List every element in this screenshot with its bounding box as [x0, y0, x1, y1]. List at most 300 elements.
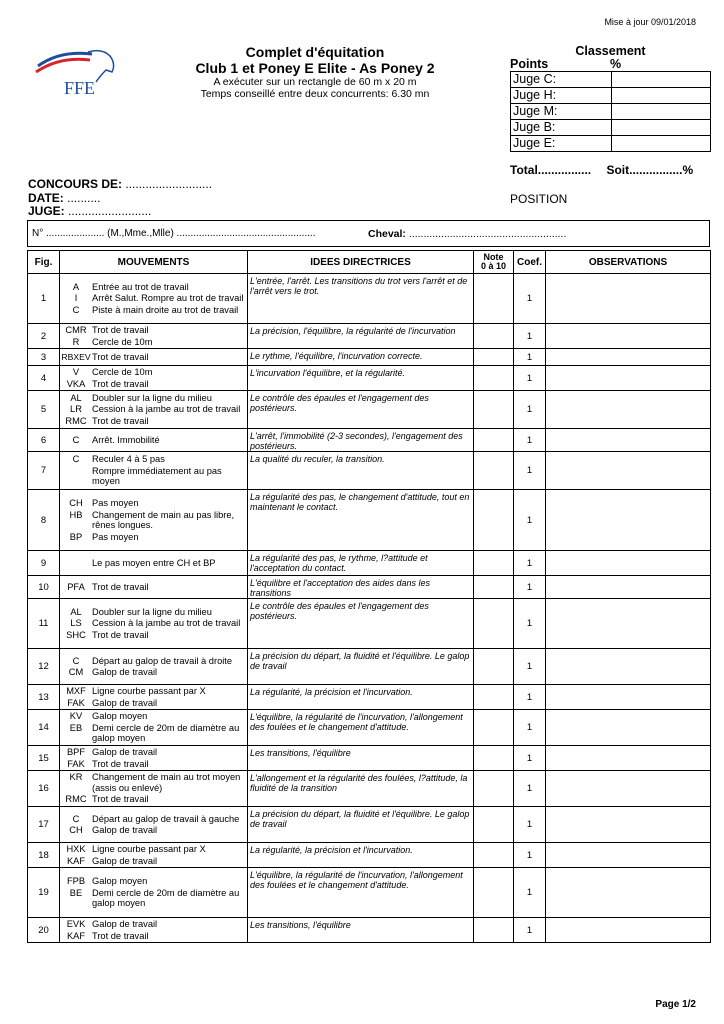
movement-letters: C	[72, 655, 80, 666]
movement-letters	[60, 466, 92, 487]
table-row	[28, 685, 711, 710]
note-field[interactable]	[474, 685, 514, 710]
coef-value: 1	[514, 649, 546, 685]
juge-score-field[interactable]	[612, 120, 711, 136]
note-field[interactable]	[474, 746, 514, 771]
juge-score-field[interactable]	[612, 136, 711, 152]
movements-cell	[60, 685, 248, 710]
movement-text: Trot de travail	[92, 758, 149, 769]
movement-text: Trot de travail	[92, 378, 149, 389]
juge-label: Juge B:	[511, 120, 612, 136]
observations-field[interactable]	[546, 599, 711, 649]
fig-number: 17	[28, 807, 60, 843]
movement-text: Reculer 4 à 5 pas	[92, 454, 165, 465]
movement-text: Demi cercle de 20m de diamètre au galop moyen	[92, 722, 240, 744]
juge-label: JUGE:	[28, 204, 65, 218]
movement-line	[60, 325, 247, 336]
ffe-logo-icon	[30, 46, 126, 104]
idee-directrice: Le contrôle des épaules et l'engagement des postérieurs.	[248, 391, 474, 429]
coef-value: 1	[514, 771, 546, 807]
movement-line	[60, 607, 247, 618]
movement-line	[60, 630, 247, 641]
table-row	[28, 771, 711, 807]
table-row	[28, 807, 711, 843]
movement-letters: C	[72, 304, 80, 315]
note-field[interactable]	[474, 771, 514, 807]
juges-table	[510, 71, 711, 152]
idee-directrice: La régularité des pas, le rythme, l?attitude et l'acceptation du contact.	[248, 551, 474, 576]
note-field[interactable]	[474, 868, 514, 918]
movement-line	[60, 435, 247, 446]
movements-cell	[60, 599, 248, 649]
idee-directrice: Les transitions, l'équilibre	[248, 918, 474, 943]
fig-number: 2	[28, 324, 60, 349]
movement-line	[60, 814, 247, 825]
observations-field[interactable]	[546, 452, 711, 490]
table-row	[28, 576, 711, 599]
note-field[interactable]	[474, 576, 514, 599]
movement-text: Ligne courbe passant par X	[92, 686, 206, 696]
idee-directrice: La qualité du reculer, la transition.	[248, 452, 474, 490]
movement-line	[60, 532, 247, 543]
note-field[interactable]	[474, 918, 514, 943]
note-field[interactable]	[474, 710, 514, 746]
movement-text: Galop de travail	[92, 697, 158, 708]
movement-text: Trot de travail	[92, 581, 149, 592]
movements-cell	[60, 710, 248, 746]
idee-directrice: L'allongement et la régularité des foulées, l?attitude, la fluidité de la transition	[248, 771, 474, 807]
movements-cell	[60, 551, 248, 576]
movement-text: Cession à la jambe au trot de travail	[92, 618, 241, 629]
note-field[interactable]	[474, 490, 514, 551]
idee-directrice: Le rythme, l'équilibre, l'incurvation correcte.	[248, 349, 474, 366]
movement-letters: C	[72, 454, 80, 465]
coef-value: 1	[514, 868, 546, 918]
classement-title: Classement	[575, 44, 646, 58]
movement-text: Piste à main droite au trot de travail	[92, 304, 239, 315]
idee-directrice: La précision du départ, la fluidité et l'équilibre. Le galop de travail	[248, 807, 474, 843]
pct-label: %	[610, 57, 622, 71]
movements-cell	[60, 391, 248, 429]
movement-letters: BPF	[66, 747, 86, 757]
coef-value: 1	[514, 576, 546, 599]
observations-field[interactable]	[546, 274, 711, 324]
movement-letters: KV	[69, 711, 83, 722]
ffe-logo	[30, 46, 126, 104]
fig-number: 15	[28, 746, 60, 771]
note-field[interactable]	[474, 551, 514, 576]
movement-line	[60, 510, 247, 531]
coef-value: 1	[514, 349, 546, 366]
movement-letters: R	[72, 336, 80, 347]
movement-text: Doubler sur la ligne du milieu	[92, 392, 212, 403]
movement-letters: HB	[69, 509, 83, 520]
movement-text: Galop de travail	[92, 747, 158, 757]
table-row	[28, 551, 711, 576]
note-field[interactable]	[474, 843, 514, 868]
juge-label: Juge E:	[511, 136, 612, 152]
coef-value: 1	[514, 324, 546, 349]
movement-text: Arrêt Salut. Rompre au trot de travail	[92, 293, 244, 304]
fig-number: 6	[28, 429, 60, 452]
movements-cell	[60, 576, 248, 599]
coef-value: 1	[514, 551, 546, 576]
movement-line	[60, 416, 247, 427]
table-row	[28, 868, 711, 918]
movement-letters: KAF	[66, 930, 86, 941]
movement-line	[60, 466, 247, 487]
time-advice: Temps conseillé entre deux concurrents: 6.30 mn	[200, 88, 430, 100]
movement-letters: HXK	[66, 844, 86, 854]
observations-field[interactable]	[546, 868, 711, 918]
movement-line	[60, 844, 247, 855]
movement-text: Doubler sur la ligne du milieu	[92, 606, 212, 617]
observations-field[interactable]	[546, 710, 711, 746]
observations-field[interactable]	[546, 746, 711, 771]
header	[160, 44, 470, 100]
table-row	[28, 599, 711, 649]
movement-line	[60, 379, 247, 390]
note-field[interactable]	[474, 429, 514, 452]
movement-text: Cercle de 10m	[92, 336, 153, 347]
coef-value: 1	[514, 710, 546, 746]
movement-line	[60, 582, 247, 593]
movement-line	[60, 293, 247, 304]
fig-number: 20	[28, 918, 60, 943]
table-row	[28, 843, 711, 868]
movement-line	[60, 711, 247, 722]
coef-value: 1	[514, 746, 546, 771]
juge-score-field[interactable]	[612, 104, 711, 120]
total-line	[510, 163, 705, 177]
table-row	[28, 391, 711, 429]
movements-cell	[60, 429, 248, 452]
movement-letters	[60, 558, 92, 569]
movements-cell	[60, 918, 248, 943]
movement-text: Arrêt. Immobilité	[92, 434, 160, 445]
movement-text: Galop de travail	[92, 825, 158, 835]
movement-letters: BE	[69, 887, 83, 898]
movement-line	[60, 747, 247, 758]
observations-field[interactable]	[546, 576, 711, 599]
movement-letters: EVK	[66, 919, 86, 929]
col-observations: OBSERVATIONS	[546, 251, 711, 274]
movement-text: Trot de travail	[92, 629, 149, 640]
table-row	[28, 452, 711, 490]
movement-text: Départ au galop de travail à droite	[92, 655, 233, 666]
concours-value: ..........................	[125, 177, 213, 191]
movement-letters: FPB	[66, 876, 86, 887]
movements-cell	[60, 349, 248, 366]
juge-label: Juge H:	[511, 88, 612, 104]
movement-line	[60, 686, 247, 697]
movement-line	[60, 367, 247, 378]
movement-letters: MXF	[66, 686, 86, 696]
observations-field[interactable]	[546, 843, 711, 868]
movement-letters: V	[72, 367, 80, 377]
idee-directrice: Les transitions, l'équilibre	[248, 746, 474, 771]
observations-field[interactable]	[546, 429, 711, 452]
movement-line	[60, 856, 247, 867]
coef-value: 1	[514, 452, 546, 490]
table-row	[28, 918, 711, 943]
movements-table	[27, 250, 711, 943]
col-note: Note 0 à 10	[474, 251, 514, 274]
movement-text: Cession à la jambe au trot de travail	[92, 404, 241, 415]
fig-number: 12	[28, 649, 60, 685]
movement-letters: VKA	[66, 378, 86, 389]
points-label: Points	[510, 57, 549, 71]
observations-field[interactable]	[546, 366, 711, 391]
movement-text: Départ au galop de travail à gauche	[92, 813, 240, 824]
table-row	[28, 324, 711, 349]
fig-number: 4	[28, 366, 60, 391]
idee-directrice: L'incurvation l'équilibre, et la régularité.	[248, 366, 474, 391]
movement-text: Changement de main au pas libre, rênes longues.	[92, 509, 235, 530]
movements-body	[28, 274, 711, 943]
table-row	[28, 490, 711, 551]
movement-letters: RMC	[65, 794, 87, 805]
movement-text: Galop moyen	[92, 711, 148, 722]
movement-line	[60, 772, 247, 793]
movements-cell	[60, 771, 248, 807]
fig-number: 13	[28, 685, 60, 710]
observations-field[interactable]	[546, 551, 711, 576]
col-mouvements: MOUVEMENTS	[60, 251, 248, 274]
coef-value: 1	[514, 429, 546, 452]
title-main: Complet d'équitation	[245, 44, 385, 60]
movement-letters: CMR	[65, 325, 87, 335]
movement-line	[60, 723, 247, 744]
observations-field[interactable]	[546, 685, 711, 710]
observations-field[interactable]	[546, 324, 711, 349]
movement-letters: SHC	[66, 629, 86, 640]
movement-letters: LS	[70, 618, 82, 629]
movement-text: Cercle de 10m	[92, 367, 153, 377]
idee-directrice: La régularité des pas, le changement d'attitude, tout en maintenant le contact.	[248, 490, 474, 551]
soit-label: Soit................%	[606, 163, 694, 177]
movement-text: Galop de travail	[92, 919, 158, 929]
movements-cell	[60, 746, 248, 771]
movement-text: Pas moyen	[92, 498, 139, 508]
observations-field[interactable]	[546, 349, 711, 366]
table-row	[28, 746, 711, 771]
idee-directrice: La régularité, la précision et l'incurvation.	[248, 685, 474, 710]
movement-line	[60, 337, 247, 348]
movement-line	[60, 698, 247, 709]
horse-label: Cheval:	[368, 227, 406, 240]
fig-number: 14	[28, 710, 60, 746]
movement-line	[60, 919, 247, 930]
observations-field[interactable]	[546, 807, 711, 843]
movement-text: Trot de travail	[92, 930, 149, 941]
movements-cell	[60, 490, 248, 551]
coef-value: 1	[514, 918, 546, 943]
concours-label: CONCOURS DE:	[28, 177, 123, 191]
date-label: DATE:	[28, 190, 64, 205]
movement-letters: KR	[69, 772, 83, 783]
movement-line	[60, 888, 247, 909]
note-field[interactable]	[474, 599, 514, 649]
movements-cell	[60, 843, 248, 868]
movements-cell	[60, 452, 248, 490]
table-row	[28, 366, 711, 391]
movements-cell	[60, 274, 248, 324]
movement-text: Trot de travail	[92, 415, 149, 426]
juge-score-field[interactable]	[612, 88, 711, 104]
idee-directrice: La précision, l'équilibre, la régularité de l'incurvation	[248, 324, 474, 349]
observations-field[interactable]	[546, 918, 711, 943]
movement-text: Trot de travail	[92, 325, 149, 335]
movement-letters: FAK	[67, 697, 85, 708]
fig-number: 9	[28, 551, 60, 576]
movement-letters: I	[74, 293, 78, 304]
movement-text: Changement de main au trot moyen (assis ou enlevé)	[92, 772, 241, 793]
page-number: Page 1/2	[655, 999, 696, 1010]
movement-line	[60, 393, 247, 404]
note-field[interactable]	[474, 807, 514, 843]
arena-size: A exécuter sur un rectangle de 60 m x 20 m	[213, 76, 417, 88]
idee-directrice: L'équilibre et l'acceptation des aides dans les transitions	[248, 576, 474, 599]
movement-text: Galop de travail	[92, 855, 158, 866]
table-row	[28, 649, 711, 685]
fig-number: 18	[28, 843, 60, 868]
table-row	[28, 710, 711, 746]
concours-block	[28, 178, 212, 219]
col-coef: Coef.	[514, 251, 546, 274]
position-label: POSITION	[510, 192, 568, 206]
observations-field[interactable]	[546, 391, 711, 429]
movement-letters: CH	[69, 498, 83, 508]
movement-line	[60, 667, 247, 678]
rider-horse-line	[27, 220, 710, 247]
movements-cell	[60, 324, 248, 349]
movement-letters: PFA	[67, 581, 85, 592]
movement-letters: RMC	[65, 415, 87, 426]
movement-line	[60, 558, 247, 569]
movements-cell	[60, 366, 248, 391]
movement-letters: EB	[69, 722, 83, 733]
observations-field[interactable]	[546, 490, 711, 551]
movement-line	[60, 759, 247, 770]
idee-directrice: L'arrêt, l'immobilité (2-3 secondes), l'engagement des postérieurs.	[248, 429, 474, 452]
idee-directrice: L'équilibre, la régularité de l'incurvation, l'allongement des foulées et le changement d'attitude.	[248, 868, 474, 918]
fig-number: 19	[28, 868, 60, 918]
movement-line	[60, 656, 247, 667]
movement-line	[60, 305, 247, 316]
idee-directrice: L'entrée, l'arrêt. Les transitions du trot vers l'arrêt et de l'arrêt vers le trot.	[248, 274, 474, 324]
movement-text: Entrée au trot de travail	[92, 281, 189, 292]
note-field[interactable]	[474, 649, 514, 685]
fig-number: 3	[28, 349, 60, 366]
table-row	[28, 274, 711, 324]
movement-letters: CM	[68, 667, 84, 677]
idee-directrice: L'équilibre, la régularité de l'incurvation, l'allongement des foulées et le changement d'attitude.	[248, 710, 474, 746]
note-field[interactable]	[474, 366, 514, 391]
movement-line	[60, 618, 247, 629]
juge-score-field[interactable]	[612, 72, 711, 88]
movement-text: Galop moyen	[92, 876, 148, 887]
note-field[interactable]	[474, 274, 514, 324]
coef-value: 1	[514, 366, 546, 391]
movement-letters: BP	[69, 531, 83, 542]
note-field[interactable]	[474, 349, 514, 366]
movement-text: Le pas moyen entre CH et BP	[92, 557, 216, 568]
table-row	[28, 349, 711, 366]
movement-line	[60, 352, 247, 363]
horse-field: ......................................................	[405, 227, 567, 240]
movements-cell	[60, 807, 248, 843]
juge-label: Juge C:	[511, 72, 612, 88]
fig-number: 7	[28, 452, 60, 490]
movement-text: Demi cercle de 20m de diamètre au galop moyen	[92, 887, 240, 909]
fig-number: 5	[28, 391, 60, 429]
fig-number: 10	[28, 576, 60, 599]
movement-letters: KAF	[66, 855, 86, 866]
movement-line	[60, 825, 247, 836]
classement-box	[510, 44, 711, 152]
movement-text: Trot de travail	[92, 351, 149, 362]
fig-number: 1	[28, 274, 60, 324]
update-date: Mise à jour 09/01/2018	[604, 17, 696, 27]
note-field[interactable]	[474, 324, 514, 349]
date-value: ..........	[67, 190, 101, 205]
col-fig: Fig.	[28, 251, 60, 274]
note-field[interactable]	[474, 452, 514, 490]
col-idees: IDEES DIRECTRICES	[248, 251, 474, 274]
coef-value: 1	[514, 685, 546, 710]
idee-directrice: La précision du départ, la fluidité et l'équilibre. Le galop de travail	[248, 649, 474, 685]
fig-number: 11	[28, 599, 60, 649]
observations-field[interactable]	[546, 649, 711, 685]
coef-value: 1	[514, 274, 546, 324]
note-field[interactable]	[474, 391, 514, 429]
movement-text: Ligne courbe passant par X	[92, 844, 206, 854]
coef-value: 1	[514, 843, 546, 868]
movement-letters: AL	[70, 606, 82, 617]
title-test: Club 1 et Poney E Elite - As Poney 2	[195, 60, 435, 76]
coef-value: 1	[514, 807, 546, 843]
rider-field: N° ..................... (M.,Mme.,Mlle) ..................................................	[32, 228, 316, 239]
movement-letters: FAK	[67, 758, 85, 769]
movement-letters: CH	[69, 825, 83, 835]
fig-number: 16	[28, 771, 60, 807]
total-label: Total................	[510, 163, 592, 177]
coef-value: 1	[514, 599, 546, 649]
movement-line	[60, 404, 247, 415]
movement-line	[60, 498, 247, 509]
idee-directrice: Le contrôle des épaules et l'engagement des postérieurs.	[248, 599, 474, 649]
juge-value: .........................	[68, 204, 152, 218]
juge-label: Juge M:	[511, 104, 612, 120]
movement-letters: A	[72, 281, 80, 292]
logo-text: FFE	[64, 78, 96, 98]
idee-directrice: La régularité, la précision et l'incurvation.	[248, 843, 474, 868]
movement-line	[60, 876, 247, 887]
movement-letters: C	[72, 813, 80, 824]
movements-cell	[60, 649, 248, 685]
movement-line	[60, 794, 247, 805]
movement-text: Pas moyen	[92, 531, 139, 542]
observations-field[interactable]	[546, 771, 711, 807]
table-row	[28, 429, 711, 452]
coef-value: 1	[514, 490, 546, 551]
movement-line	[60, 931, 247, 942]
movement-letters: C	[72, 434, 80, 445]
movement-line	[60, 282, 247, 293]
movement-letters: LR	[70, 404, 82, 415]
movements-cell	[60, 868, 248, 918]
